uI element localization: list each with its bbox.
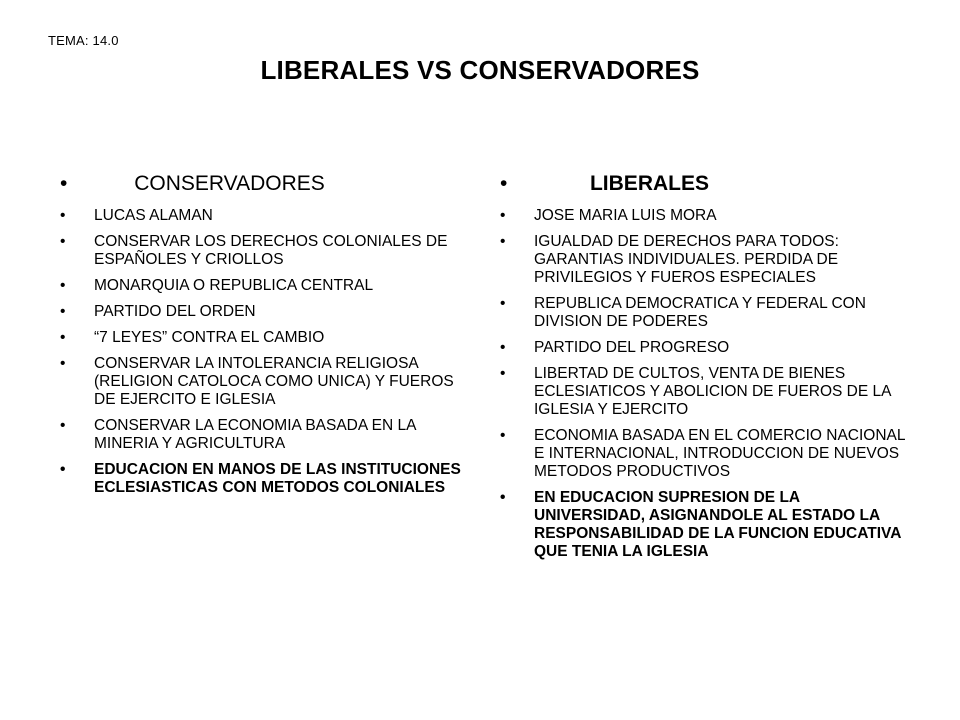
bullet: •	[500, 339, 506, 356]
list-item	[60, 207, 478, 225]
list-item	[60, 355, 478, 409]
bullet: •	[500, 365, 506, 382]
bullet: •	[60, 355, 66, 372]
list-item	[500, 233, 910, 287]
conservadores-column	[60, 171, 478, 505]
liberales-column	[500, 171, 910, 569]
slide-title: LIBERALES VS CONSERVADORES	[260, 55, 700, 85]
item-text: EDUCACION EN MANOS DE LAS INSTITUCIONES ECLESIASTICAS CON METODOS COLONIALES	[94, 461, 461, 496]
item-text: MONARQUIA O REPUBLICA CENTRAL	[94, 277, 374, 294]
bullet: •	[500, 295, 506, 312]
list-item	[500, 427, 910, 481]
bullet: •	[500, 172, 508, 195]
list-item	[60, 417, 478, 453]
item-text: CONSERVAR LOS DERECHOS COLONIALES DE ESPAÑOLES Y CRIOLLOS	[94, 233, 448, 268]
bullet: •	[500, 207, 506, 224]
item-text: JOSE MARIA LUIS MORA	[534, 207, 717, 224]
list-item	[60, 277, 478, 295]
bullet: •	[60, 303, 66, 320]
bullet: •	[60, 172, 68, 195]
bullet: •	[60, 329, 66, 346]
item-text: PARTIDO DEL ORDEN	[94, 303, 256, 320]
list-item	[500, 489, 910, 561]
item-text: CONSERVAR LA ECONOMIA BASADA EN LA MINERIA Y AGRICULTURA	[94, 417, 416, 452]
heading-text: LIBERALES	[589, 172, 709, 195]
item-text: LIBERTAD DE CULTOS, VENTA DE BIENES ECLESIATICOS Y ABOLICION DE FUEROS DE LA IGLESIA Y EJERCITO	[534, 365, 891, 418]
bullet: •	[500, 233, 506, 250]
list-item	[60, 461, 478, 497]
bullet: •	[60, 207, 66, 224]
conservadores-heading	[60, 171, 478, 197]
bullet: •	[60, 417, 66, 434]
item-text: REPUBLICA DEMOCRATICA Y FEDERAL CON DIVISION DE PODERES	[534, 295, 866, 330]
item-text: ECONOMIA BASADA EN EL COMERCIO NACIONAL E INTERNACIONAL, INTRODUCCION DE NUEVOS METODOS PRODUCTIVOS	[534, 427, 905, 480]
list-item	[60, 303, 478, 321]
item-text: PARTIDO DEL PROGRESO	[534, 339, 730, 356]
liberales-heading	[500, 171, 910, 197]
bullet: •	[60, 461, 66, 478]
list-item	[500, 207, 910, 225]
bullet: •	[500, 489, 506, 506]
list-item	[500, 295, 910, 331]
item-text: “7 LEYES” CONTRA EL CAMBIO	[94, 329, 325, 346]
list-item	[60, 233, 478, 269]
bullet: •	[60, 277, 66, 294]
item-text: CONSERVAR LA INTOLERANCIA RELIGIOSA (RELIGION CATOLOCA COMO UNICA) Y FUEROS DE EJERCITO E IGLESIA	[94, 355, 454, 408]
item-text: EN EDUCACION SUPRESION DE LA UNIVERSIDAD, ASIGNANDOLE AL ESTADO LA RESPONSABILIDAD DE LA FUNCION EDUCATIVA QUE TENIA LA IGLESIA	[534, 489, 901, 560]
bullet: •	[500, 427, 506, 444]
topic-label: TEMA: 14.0	[48, 33, 119, 48]
list-item	[500, 365, 910, 419]
item-text: LUCAS ALAMAN	[94, 207, 213, 224]
list-item	[500, 339, 910, 357]
item-text: IGUALDAD DE DERECHOS PARA TODOS: GARANTIAS INDIVIDUALES. PERDIDA DE PRIVILEGIOS Y FUEROS ESPECIALES	[534, 233, 839, 286]
bullet: •	[60, 233, 66, 250]
list-item	[60, 329, 478, 347]
heading-text: CONSERVADORES	[134, 172, 325, 195]
